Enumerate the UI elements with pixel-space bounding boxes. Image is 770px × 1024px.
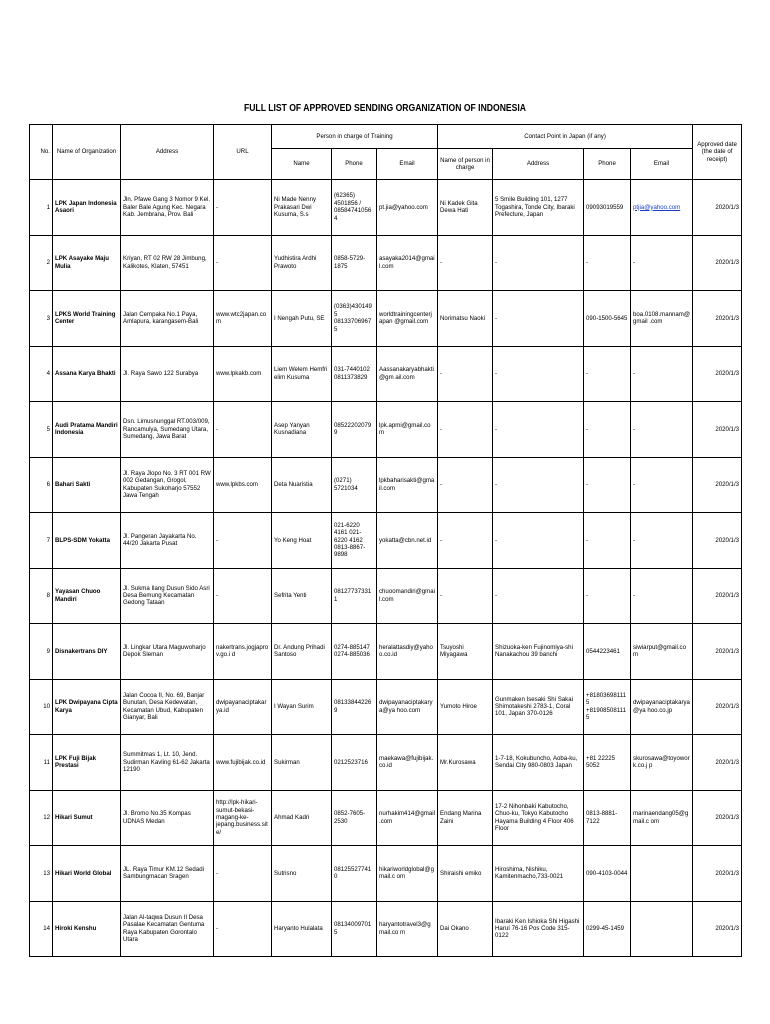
header-row-1 (30, 125, 742, 149)
cell-pic-email: lpk.apmi@gmail.com (377, 402, 438, 458)
cell-approved-date: 2020/1/3 (693, 402, 742, 458)
cell-url: - (214, 402, 272, 458)
cell-pic-phone: (62365) 4501856 / 085847410564 (332, 180, 377, 236)
cell-cp-email: - (631, 457, 693, 513)
cell-pic-phone: (0271) 5721034 (332, 457, 377, 513)
header-person-in-charge: Person in charge of Training (272, 125, 438, 149)
cell-approved-date: 2020/1/3 (693, 901, 742, 957)
cell-cp-phone: - (584, 568, 631, 624)
cell-cp-email: - (631, 568, 693, 624)
cell-url: - (214, 180, 272, 236)
cell-cp-phone: 0813-8881-7122 (584, 790, 631, 846)
cell-approved-date: 2020/1/3 (693, 235, 742, 291)
table-row (30, 457, 742, 513)
table-row (30, 402, 742, 458)
cell-pic-name: Haryanto Hulalata (272, 901, 332, 957)
cell-cp-name: Dai Okano (438, 901, 493, 957)
cell-no: 7 (30, 513, 53, 569)
cell-organization: LPK Japan Indonesia Asaori (53, 180, 121, 236)
cell-pic-name: Deta Nuaristia (272, 457, 332, 513)
cell-url: www.lpkakb.com (214, 346, 272, 402)
cell-pic-phone: 081255277410 (332, 846, 377, 902)
cell-cp-phone: 090-1500-5645 (584, 291, 631, 347)
cell-no: 12 (30, 790, 53, 846)
cell-approved-date: 2020/1/3 (693, 513, 742, 569)
header-organization: Name of Organization (53, 125, 121, 180)
header-contact-point: Contact Point in Japan (if any) (438, 125, 693, 149)
cell-pic-phone: 0212523716 (332, 735, 377, 791)
table-row (30, 513, 742, 569)
cell-cp-address: Hiroshima, Nishiku, Kamitenmacho,733-0021 (493, 846, 584, 902)
table-row (30, 735, 742, 791)
cell-approved-date: 2020/1/3 (693, 457, 742, 513)
cell-cp-phone: - (584, 346, 631, 402)
cell-cp-name: - (438, 235, 493, 291)
cell-no: 6 (30, 457, 53, 513)
cell-pic-name: Dr. Andung Prihadi Santoso (272, 624, 332, 680)
cell-approved-date: 2020/1/3 (693, 291, 742, 347)
cell-approved-date: 2020/1/3 (693, 568, 742, 624)
cell-pic-email: Aassanakaryabhakti@gm ail.com (377, 346, 438, 402)
cell-no: 3 (30, 291, 53, 347)
cell-organization: Hikari Sumut (53, 790, 121, 846)
cell-organization: Assana Karya Bhakti (53, 346, 121, 402)
cell-cp-address: 17-2 Nihonbaki Kabutocho, Chuo-ku, Tokyo Kabutocho Hayama Building 4 Floor 406 Floor (493, 790, 584, 846)
cell-cp-address: - (493, 513, 584, 569)
cell-cp-address: - (493, 346, 584, 402)
cell-cp-phone: 0544223461 (584, 624, 631, 680)
cell-address: Dsn. Limusnunggal RT.003/009, Rancamulya, Sumedang Utara, Sumedang, Jawa Barat (121, 402, 214, 458)
cell-cp-phone: +81 22225 5052 (584, 735, 631, 791)
table-row (30, 679, 742, 735)
cell-address: Summitmas 1, Lt. 10, Jend. Sudirman Kavling 61-62 Jakarta 12190 (121, 735, 214, 791)
header-url: URL (214, 125, 272, 180)
cell-url: dwipayanaciptakarya.id (214, 679, 272, 735)
cell-pic-email: hikariworldglobal@gmail.c om (377, 846, 438, 902)
header-cp-phone: Phone (584, 149, 631, 180)
table-row (30, 346, 742, 402)
cell-cp-address: - (493, 402, 584, 458)
cell-url: nakertrans.jogjaprov.go.i d (214, 624, 272, 680)
cell-address: Jl. Raya Sawo 122 Surabya (121, 346, 214, 402)
cell-no: 1 (30, 180, 53, 236)
cell-pic-phone: 021-6220 4161 021-6220 4162 0813-8867-9898 (332, 513, 377, 569)
cell-cp-email: - (631, 402, 693, 458)
cell-cp-name: Yumoto Hiroe (438, 679, 493, 735)
cell-url: - (214, 513, 272, 569)
cell-organization: Bahari Sakti (53, 457, 121, 513)
cell-pic-email: haryantotravel3@gmail.co m (377, 901, 438, 957)
table-row (30, 901, 742, 957)
cell-no: 14 (30, 901, 53, 957)
cell-cp-name: - (438, 457, 493, 513)
cell-cp-address: 1-7-18, Kokubuncho, Aoba-ku, Sendai City 980-0803 Japan (493, 735, 584, 791)
cell-cp-address: Ibaraki Ken Ishioka Shi Higashi Haruí 76-16 Pos Code 315-0122 (493, 901, 584, 957)
cell-address: Kriyan, RT 02 RW 28 Jimbung, Kalikotes, Klaten, 57451 (121, 235, 214, 291)
cell-pic-name: Sutrisno (272, 846, 332, 902)
cell-no: 9 (30, 624, 53, 680)
cell-pic-email: pt.jia@yahoo.com (377, 180, 438, 236)
cell-organization: Hikari World Global (53, 846, 121, 902)
table-body (30, 180, 742, 957)
cell-cp-address: - (493, 235, 584, 291)
cell-cp-email: marinaendang05@gmail.c om (631, 790, 693, 846)
header-pic-phone: Phone (332, 149, 377, 180)
cell-cp-address: - (493, 291, 584, 347)
header-cp-address: Address (493, 149, 584, 180)
page-title: FULL LIST OF APPROVED SENDING ORGANIZATION OF INDONESIA (243, 102, 527, 114)
cell-url: www.wtc2japan.com (214, 291, 272, 347)
cell-pic-email: asayaka2014@gmail.com (377, 235, 438, 291)
header-cp-email: Email (631, 149, 693, 180)
cell-pic-name: Sukirman (272, 735, 332, 791)
cell-address: Jl. Sukma Ilang Dusun Sido Asri Desa Bemung Kecamatan Gedong Tataan (121, 568, 214, 624)
cell-cp-address: 5 Smile Building 101, 1277 Togashira, Tonde City, Ibaraki Prefecture, Japan (493, 180, 584, 236)
header-address: Address (121, 125, 214, 180)
table-row (30, 291, 742, 347)
cell-address: Jalan Cocoa II, No. 69, Banjar Bunutan, Desa Kedewatan, Kecamatan Ubud, Kabupaten Gianyar, Bali (121, 679, 214, 735)
cell-cp-email: - (631, 346, 693, 402)
cell-pic-email: chuoomandiri@gmail.com (377, 568, 438, 624)
cell-cp-email: dwipayanaciptakarya@ya hoo.co.jp (631, 679, 693, 735)
table-row (30, 790, 742, 846)
cell-pic-phone: 085222020799 (332, 402, 377, 458)
cell-cp-address: - (493, 568, 584, 624)
cell-pic-phone: 081338442269 (332, 679, 377, 735)
cell-cp-phone: - (584, 457, 631, 513)
cell-organization: LPK Dwipayana Cipta Karya (53, 679, 121, 735)
header-approved-date: Approved date (the date of receipt) (693, 125, 742, 180)
cell-pic-phone: 081277373311 (332, 568, 377, 624)
cell-pic-email: dwipayanaciptakarya@ya hoo.com (377, 679, 438, 735)
cell-pic-email: maekawa@fujibijak.co.id (377, 735, 438, 791)
cell-cp-name: Mr.Kurosawa (438, 735, 493, 791)
cell-pic-phone: 0274-885147 0274-885036 (332, 624, 377, 680)
cell-organization: LPKS World Training Center (53, 291, 121, 347)
header-pic-name: Name (272, 149, 332, 180)
cell-pic-name: Liem Welem Hemfri elim Kusuma (272, 346, 332, 402)
table-row (30, 846, 742, 902)
cell-cp-email (631, 901, 693, 957)
cell-cp-email: ptjia@yahoo.com (631, 180, 693, 236)
cell-cp-phone: - (584, 513, 631, 569)
cell-cp-phone: 09093019559 (584, 180, 631, 236)
cell-cp-address: - (493, 457, 584, 513)
cell-organization: LPK Asayake Maju Mulia (53, 235, 121, 291)
cell-cp-name: Shiraishi emiko (438, 846, 493, 902)
cell-pic-name: I Wayan Surim (272, 679, 332, 735)
cell-pic-name: Yudhistira Ardhi Prawoto (272, 235, 332, 291)
cell-url: - (214, 568, 272, 624)
table-row (30, 624, 742, 680)
header-cp-name: Name of person in charge (438, 149, 493, 180)
cell-no: 4 (30, 346, 53, 402)
cell-approved-date: 2020/1/3 (693, 735, 742, 791)
cell-address: Jalan Al-taqwa Dusun II Desa Pasalae Kecamatan Gentuma Raya Kabupaten Gorontalo Utara (121, 901, 214, 957)
cell-cp-name: Tsuyoshi Miyagawa (438, 624, 493, 680)
cell-url: http://lpk-hikari-sumut-bekasi-magang-ke-jepang.business.site/ (214, 790, 272, 846)
cell-cp-phone: - (584, 402, 631, 458)
cell-no: 10 (30, 679, 53, 735)
cell-cp-email: skurosawa@toyowork.co.j p (631, 735, 693, 791)
header-no: No. (30, 125, 53, 180)
cell-organization: Disnakertrans DIY (53, 624, 121, 680)
cell-cp-name: Norimatsu Naoki (438, 291, 493, 347)
cell-no: 5 (30, 402, 53, 458)
cell-approved-date: 2020/1/3 (693, 790, 742, 846)
cell-cp-name: - (438, 402, 493, 458)
cell-cp-phone: - (584, 235, 631, 291)
cell-pic-phone: (0363)4301495 081337069675 (332, 291, 377, 347)
cell-address: Jl. Raya Jlopo No. 3 RT 001 RW 002 Gedangan, Grogol, Kabupaten Sukoharjo 57552 Jawa Tengah (121, 457, 214, 513)
cell-approved-date: 2020/1/3 (693, 624, 742, 680)
cell-pic-email: worldtrainingcenterjapan @gmail.com (377, 291, 438, 347)
cell-cp-address: Shizuoka-ken Fujinomiya-shi Nanakachou 39 banchi (493, 624, 584, 680)
cell-cp-phone: 0299-45-1459 (584, 901, 631, 957)
cell-pic-email: lpkbaharisakti@gmail.com (377, 457, 438, 513)
cell-approved-date: 2020/1/3 (693, 346, 742, 402)
cell-pic-phone: 081340097015 (332, 901, 377, 957)
cell-pic-email: nurhakim414@gmail.com (377, 790, 438, 846)
cell-approved-date: 2020/1/3 (693, 180, 742, 236)
cell-organization: Audi Pratama Mandiri Indonesia (53, 402, 121, 458)
cell-pic-phone: 0858-5729-1875 (332, 235, 377, 291)
cell-cp-phone: +818036981115 +819085081115 (584, 679, 631, 735)
cell-address: Jl. Bromo No.35 Kompas UDNAS Medan (121, 790, 214, 846)
cell-cp-address: Gunmaken Isesaki Shi Sakai Shimotakeshi 2783-1, Coral 101, Japan 370-0126 (493, 679, 584, 735)
cell-no: 2 (30, 235, 53, 291)
cell-url: - (214, 846, 272, 902)
cell-cp-name: - (438, 513, 493, 569)
cell-cp-email: boa.0108.mannam@gmail .com (631, 291, 693, 347)
cell-address: Jl. Lingkar Utara Maguwoharjo Depok Sleman (121, 624, 214, 680)
cell-pic-name: Ahmad Kadri (272, 790, 332, 846)
cell-url: - (214, 235, 272, 291)
cell-cp-email: siwiarput@gmail.com (631, 624, 693, 680)
cell-organization: LPK Fuji Bijak Prestasi (53, 735, 121, 791)
cell-no: 13 (30, 846, 53, 902)
cell-organization: Hiroki Kenshu (53, 901, 121, 957)
cell-url: - (214, 901, 272, 957)
cell-cp-phone: 090-4103-0044 (584, 846, 631, 902)
cell-no: 11 (30, 735, 53, 791)
cell-pic-email: heralattasdiy@yahoo.co.id (377, 624, 438, 680)
cell-pic-name: Ni Made Nenny Prakasari Dwi Kusuma, S.s (272, 180, 332, 236)
cell-url: www.lpkbs.com (214, 457, 272, 513)
cell-cp-email: - (631, 513, 693, 569)
cell-cp-name: - (438, 346, 493, 402)
cell-organization: Yayasan Chuoo Mandiri (53, 568, 121, 624)
table-row (30, 180, 742, 236)
cell-address: JL. Raya Timur KM.12 Sedadi Sambungmacan Sragen (121, 846, 214, 902)
cell-approved-date: 2020/1/3 (693, 679, 742, 735)
cell-approved-date: 2020/1/3 (693, 846, 742, 902)
organization-table (29, 124, 742, 957)
cell-cp-name: Ni Kadek Gita Dewa Hati (438, 180, 493, 236)
cell-pic-name: Sefrita Yenti (272, 568, 332, 624)
table-row (30, 568, 742, 624)
cell-pic-name: Yo Keng Hoat (272, 513, 332, 569)
cell-cp-email: - (631, 235, 693, 291)
cell-cp-email (631, 846, 693, 902)
table-row (30, 235, 742, 291)
cell-pic-phone: 0852-7605-2530 (332, 790, 377, 846)
cell-cp-name: Endang Marina Zaini (438, 790, 493, 846)
cell-address: Jalan Cempaka No.1 Paya, Amlapura, karangasem-Bali (121, 291, 214, 347)
cell-cp-name: - (438, 568, 493, 624)
cell-pic-name: I Nengah Putu, SE (272, 291, 332, 347)
cell-url: www.fujibijak.co.id (214, 735, 272, 791)
cell-pic-email: yokatta@cbn.net.id (377, 513, 438, 569)
cell-pic-phone: 031-7440102 0811373829 (332, 346, 377, 402)
cell-address: Jln. Pfawe Gang 3 Nomor 9 Kel. Baler Bale Agung Kec. Negara Kab. Jembrana, Prov. Bali (121, 180, 214, 236)
cell-no: 8 (30, 568, 53, 624)
cell-address: Jl. Pangeran Jayakarta No. 44/20 Jakarta Pusat (121, 513, 214, 569)
header-pic-email: Email (377, 149, 438, 180)
cell-pic-name: Asep Yanyan Kusnadiana (272, 402, 332, 458)
cell-organization: BLPS-SDM Yokatta (53, 513, 121, 569)
